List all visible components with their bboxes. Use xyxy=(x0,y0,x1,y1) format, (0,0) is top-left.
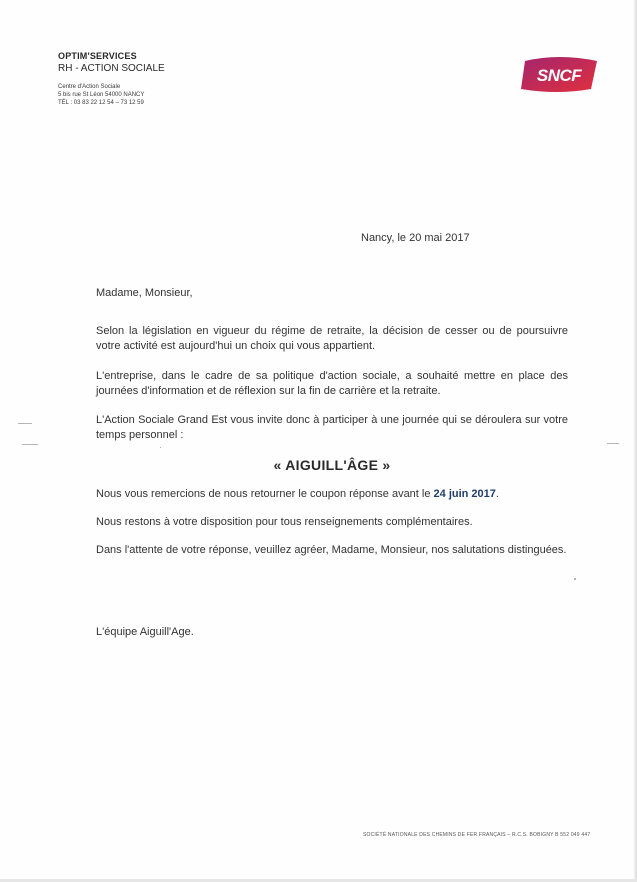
legal-footer: SOCIÉTÉ NATIONALE DES CHEMINS DE FER FRANÇAIS – R.C.S. BOBIGNY B 552 049 447 xyxy=(363,832,591,838)
sender-department: RH - ACTION SOCIALE xyxy=(58,63,165,74)
paragraph-invitation: L'Action Sociale Grand Est vous invite donc à participer à une journée qui se déroulera sur votre temps personnel : xyxy=(96,414,568,441)
letter-signature: L'équipe Aiguill'Age. xyxy=(96,626,194,638)
event-title: « AIGUILL'ÂGE » xyxy=(273,457,391,473)
letter-date: Nancy, le 20 mai 2017 xyxy=(361,232,470,244)
letterhead-sender xyxy=(58,51,165,107)
reply-end: . xyxy=(495,488,499,500)
address-line: 5 bis rue St Léon 54000 NANCY xyxy=(58,92,145,98)
sender-address xyxy=(58,83,165,107)
address-line: Centre d'Action Sociale xyxy=(58,84,121,90)
scan-mark xyxy=(18,423,32,424)
sncf-logo-text: SNCF xyxy=(536,66,582,85)
paragraph-retirement: Selon la législation en vigueur du régime de retraite, la décision de cesser ou de poursuivre votre activité est aujourd'hui un choix qui vous appartient. xyxy=(96,325,568,352)
scan-mark xyxy=(607,443,619,444)
paragraph-availability: Nous restons à votre disposition pour tous renseignements complémentaires. xyxy=(96,516,473,528)
paragraph-company: L'entreprise, dans le cadre de sa politique d'action sociale, a souhaité mettre en place des journées d'information et de réflexion sur la fin de carrière et la retraite. xyxy=(96,370,568,397)
deadline-date: 24 juin 2017 xyxy=(433,488,496,500)
scan-speck xyxy=(574,578,576,580)
scan-mark xyxy=(22,444,38,445)
sender-organization: OPTIM'SERVICES xyxy=(58,51,137,61)
paragraph-reply-request xyxy=(96,487,568,502)
paragraph-closing: Dans l'attente de votre réponse, veuillez agréer, Madame, Monsieur, nos salutations distinguées. xyxy=(96,544,567,556)
address-line: TÉL : 03 83 22 12 54 – 73 12 59 xyxy=(58,100,144,106)
reply-text: Nous vous remercions de nous retourner le coupon réponse avant le xyxy=(96,488,434,500)
scan-speck xyxy=(160,447,161,448)
sncf-logo xyxy=(521,55,597,93)
letter-salutation: Madame, Monsieur, xyxy=(96,287,193,299)
